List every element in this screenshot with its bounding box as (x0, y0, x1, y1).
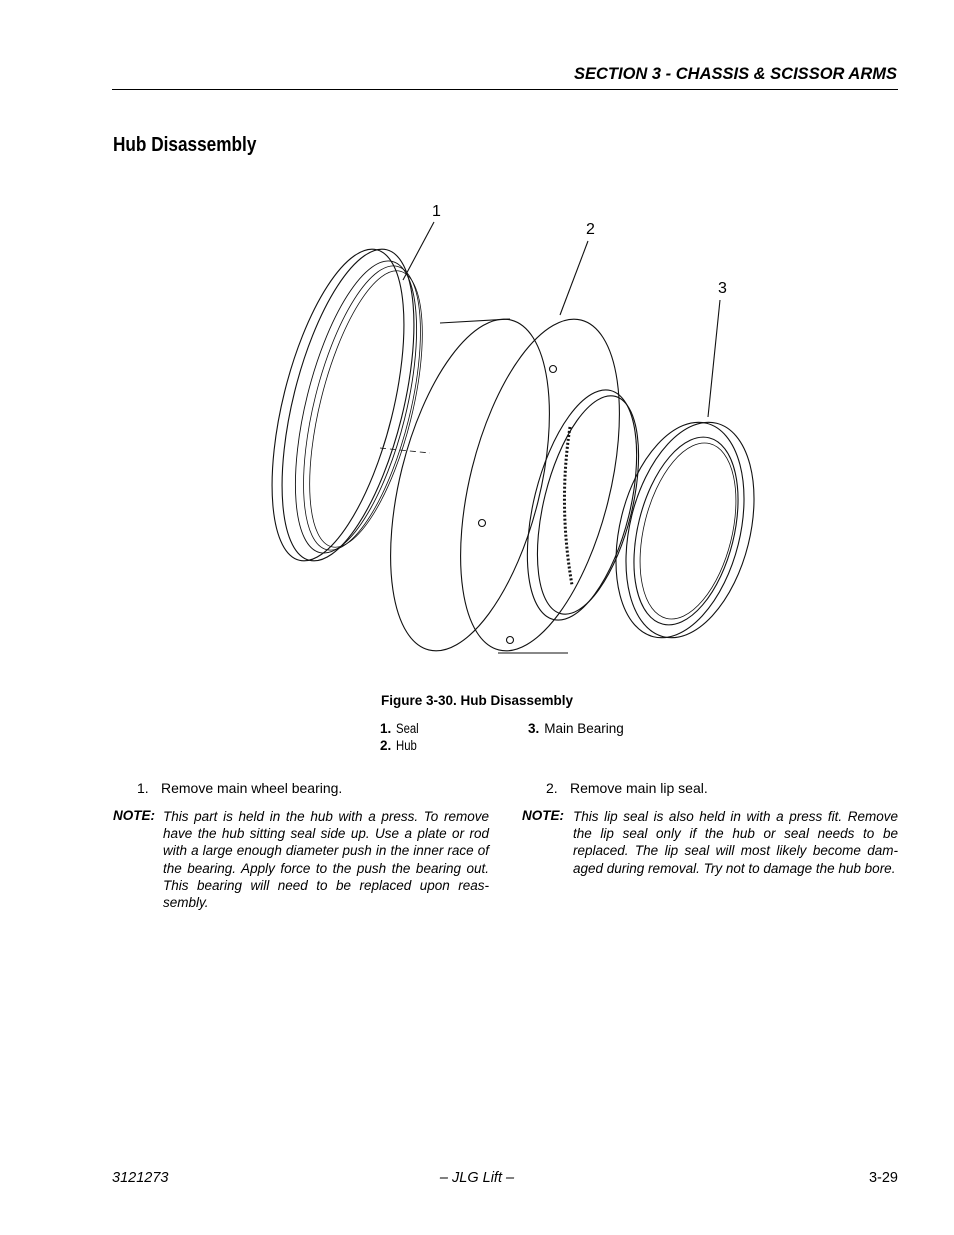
step-text: Remove main lip seal. (570, 780, 708, 796)
step-2 (546, 780, 708, 796)
callout-2: 2 (586, 221, 595, 238)
seal-part (270, 236, 445, 573)
footer-doc-number: 3121273 (112, 1170, 169, 1186)
footer-center: – JLG Lift – (439, 1170, 515, 1186)
legend-label: Main Bearing (544, 721, 624, 736)
callout-1: 1 (432, 203, 441, 220)
legend-item-hub (380, 738, 421, 753)
page-title: Hub Disassembly (113, 134, 257, 156)
section-header: SECTION 3 - CHASSIS & SCISSOR ARMS (573, 65, 897, 83)
hub-disassembly-illustration (270, 195, 770, 670)
note-label: NOTE: (113, 808, 155, 823)
figure-caption: Figure 3-30. Hub Disassembly (380, 693, 574, 708)
legend-item-main-bearing (528, 721, 624, 736)
note-text: This lip seal is also held in with a press fit. Remove the lip seal only if the hub or seal needs to be replaced. The lip seal will most likely become dam-aged during removal. Try not to damage the hub bore. (573, 809, 898, 876)
legend-item-seal (380, 721, 423, 736)
legend-label: Hub (396, 738, 418, 753)
note-text: This part is held in the hub with a press. To remove have the hub sitting seal side up. Use a plate or rod with a large enough diameter push in the inner race of the bearing. Apply force to the push the bearing out. This bearing will need to be replaced upon reas-sembly. (163, 809, 489, 911)
header-rule (112, 89, 898, 90)
step-text: Remove main wheel bearing. (161, 780, 343, 796)
legend-number: 1. (380, 721, 392, 736)
note-label: NOTE: (522, 808, 564, 823)
legend-label: Seal (396, 721, 419, 736)
step-number: 1. (137, 780, 149, 796)
main-bearing-part (595, 409, 770, 651)
step-1 (137, 780, 342, 796)
legend-number: 2. (380, 738, 392, 753)
callout-3: 3 (718, 280, 727, 297)
hub-part (361, 303, 658, 667)
legend-number: 3. (528, 721, 540, 736)
step-number: 2. (546, 780, 558, 796)
footer-page-number: 3-29 (868, 1170, 898, 1186)
